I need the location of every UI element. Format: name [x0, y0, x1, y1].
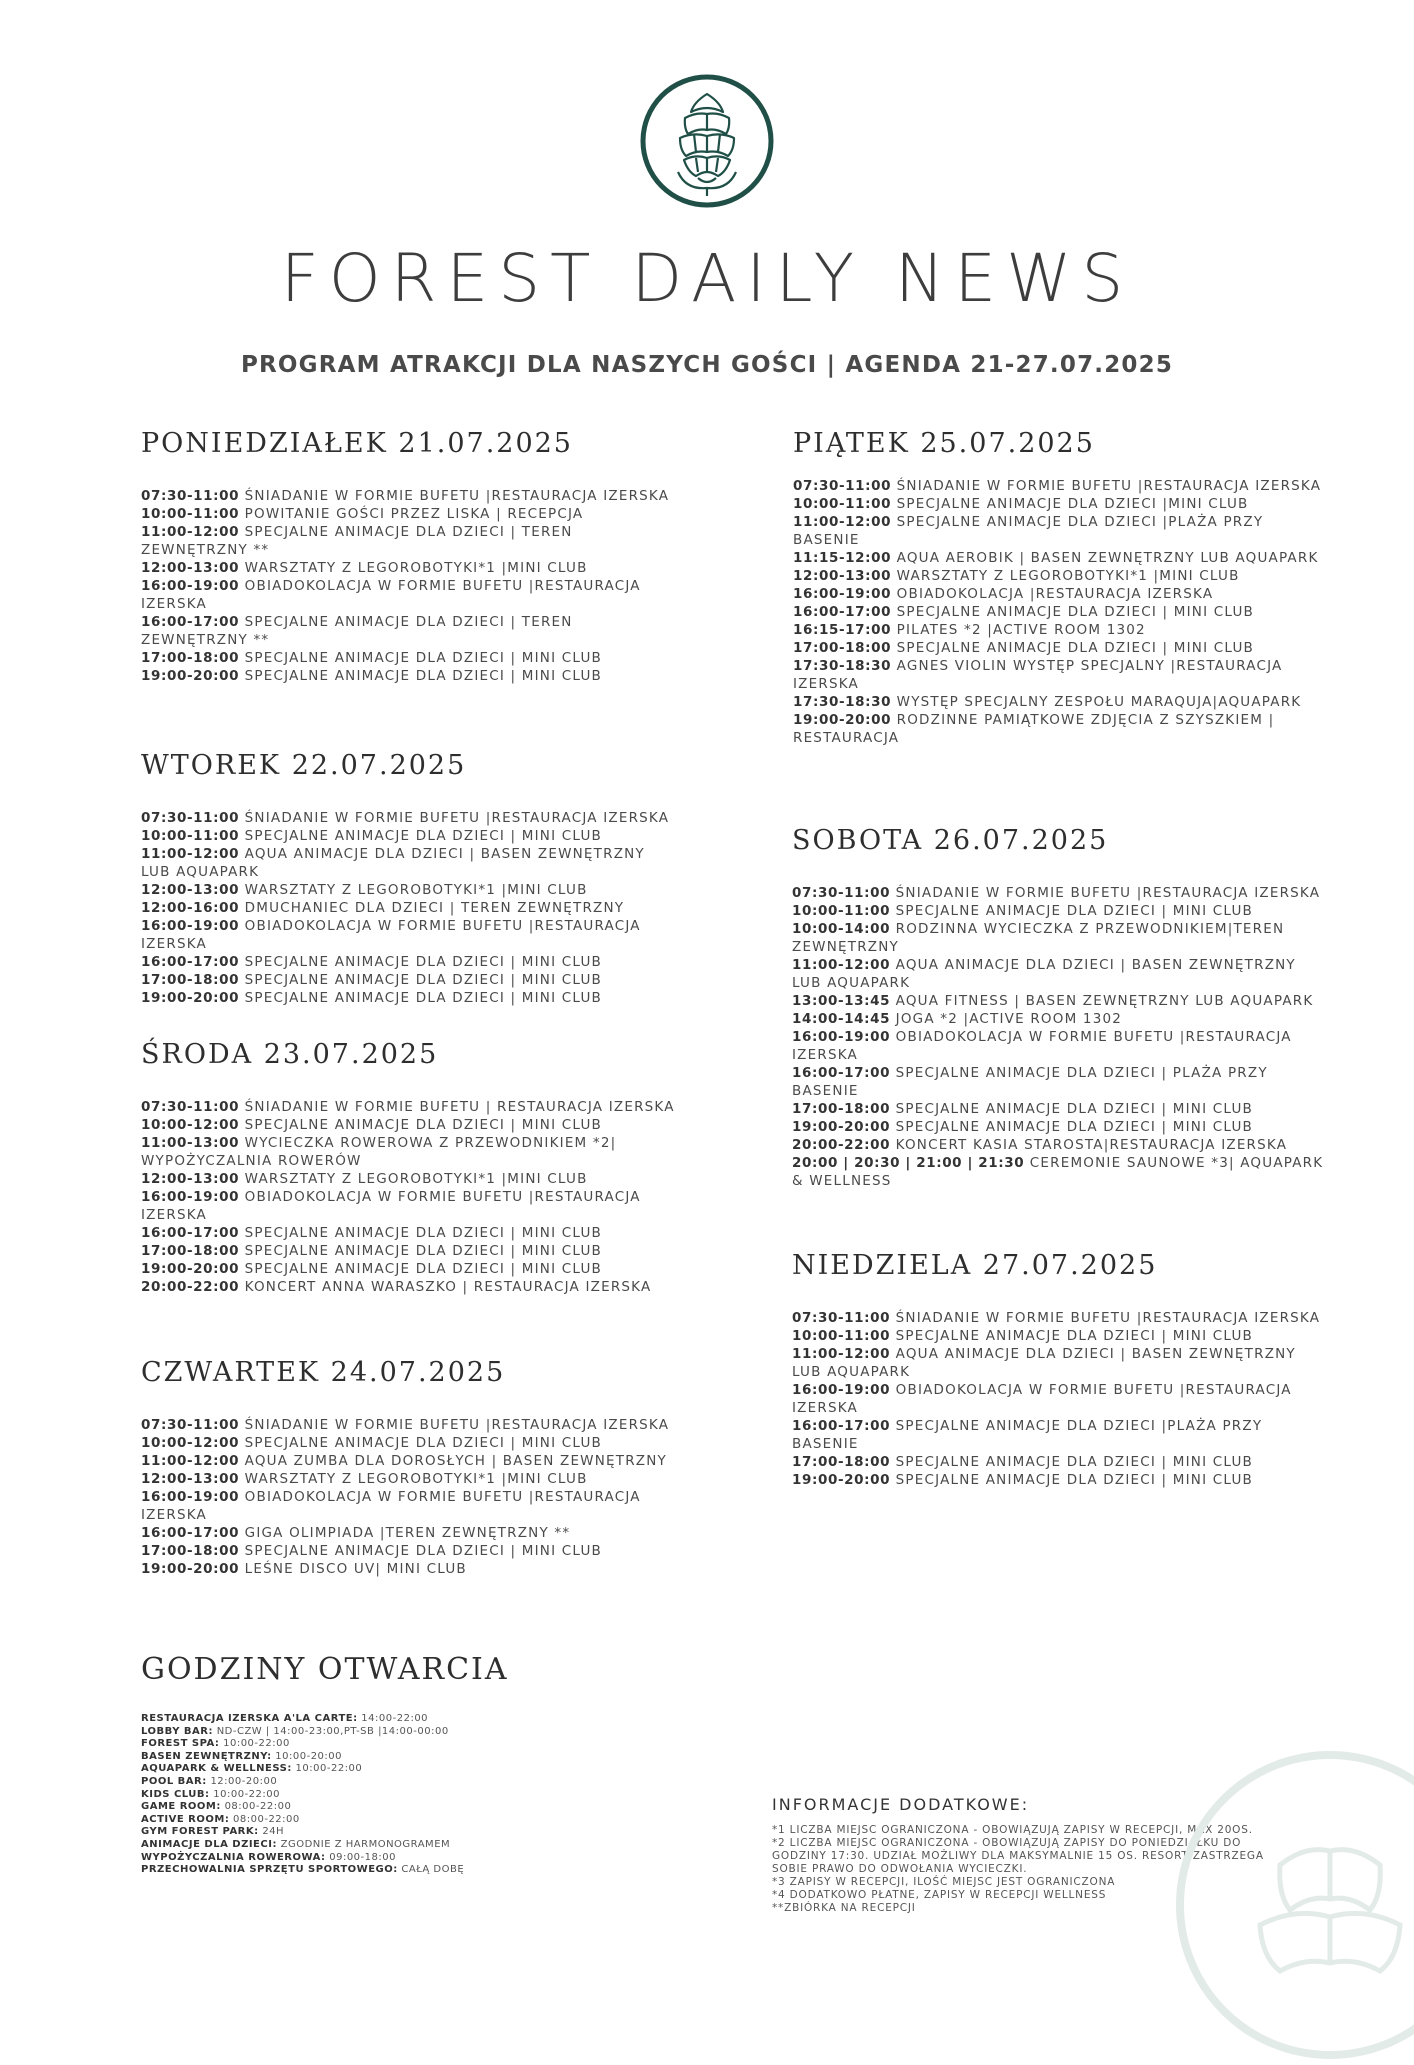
event-item [141, 505, 676, 523]
event-item [141, 523, 676, 559]
event-description: WARSZTATY Z LEGOROBOTYKI*1 |MINI CLUB [244, 1171, 588, 1187]
event-item [141, 1242, 676, 1260]
event-item [141, 1188, 676, 1224]
event-item [792, 956, 1327, 992]
event-item [141, 1224, 676, 1242]
event-time: 20:00-22:00 [141, 1279, 240, 1295]
event-item [792, 1453, 1327, 1471]
event-description: SPECJALNE ANIMACJE DLA DZIECI | MINI CLUB [895, 1119, 1253, 1135]
event-description: SPECJALNE ANIMACJE DLA DZIECI | MINI CLUB [244, 1117, 602, 1133]
opening-hours-label: LOBBY BAR: [141, 1725, 213, 1737]
event-time: 17:00-18:00 [792, 1101, 891, 1117]
event-time: 19:00-20:00 [141, 1261, 240, 1277]
event-item [792, 902, 1327, 920]
opening-hours-value: 08:00-22:00 [224, 1801, 292, 1813]
event-item [141, 953, 676, 971]
footnote: *4 DODATKOWO PŁATNE, ZAPISY W RECEPCJI WELLNESS [772, 1889, 1107, 1901]
event-item [793, 513, 1328, 549]
event-time: 17:30-18:30 [793, 694, 892, 710]
event-item [792, 1345, 1327, 1381]
event-item [141, 989, 676, 1007]
event-time: 12:00-13:00 [141, 1471, 240, 1487]
event-description: SPECJALNE ANIMACJE DLA DZIECI |PLAŻA PRZY BASENIE [792, 1418, 1263, 1452]
event-item [141, 881, 676, 899]
event-item [141, 649, 676, 667]
event-time: 11:00-12:00 [141, 524, 240, 540]
event-item [792, 1471, 1327, 1489]
event-description: AQUA AEROBIK | BASEN ZEWNĘTRZNY LUB AQUAPARK [896, 550, 1319, 566]
event-time: 11:00-13:00 [141, 1135, 240, 1151]
event-description: SPECJALNE ANIMACJE DLA DZIECI | TEREN ZEWNĘTRZNY ** [141, 524, 573, 558]
event-item [141, 1452, 676, 1470]
event-item [792, 1118, 1327, 1136]
day-thursday [141, 1357, 676, 1578]
event-time: 17:00-18:00 [141, 1543, 240, 1559]
event-description: OBIADOKOLACJA W FORMIE BUFETU |RESTAURACJA IZERSKA [792, 1382, 1292, 1416]
event-time: 14:00-14:45 [792, 1011, 891, 1027]
event-time: 16:00-19:00 [141, 578, 240, 594]
opening-hours-label: POOL BAR: [141, 1775, 207, 1787]
event-time: 07:30-11:00 [793, 478, 892, 494]
event-description: JOGA *2 |ACTIVE ROOM 1302 [895, 1011, 1123, 1027]
event-time: 11:00-12:00 [141, 1453, 240, 1469]
event-item [141, 899, 676, 917]
event-item [793, 477, 1328, 495]
event-description: AQUA ANIMACJE DLA DZIECI | BASEN ZEWNĘTRZNY LUB AQUAPARK [792, 957, 1296, 991]
event-item [792, 1064, 1327, 1100]
additional-info-title: INFORMACJE DODATKOWE: [772, 1795, 1030, 1814]
event-item [141, 1134, 676, 1170]
event-time: 19:00-20:00 [141, 1561, 240, 1577]
day-title: NIEDZIELA 27.07.2025 [792, 1250, 1158, 1281]
event-item [793, 549, 1328, 567]
event-description: OBIADOKOLACJA |RESTAURACJA IZERSKA [896, 586, 1214, 602]
event-description: SPECJALNE ANIMACJE DLA DZIECI | MINI CLUB [244, 668, 602, 684]
event-time: 16:00-19:00 [141, 918, 240, 934]
day-title: PIĄTEK 25.07.2025 [793, 428, 1095, 459]
event-description: OBIADOKOLACJA W FORMIE BUFETU |RESTAURACJA IZERSKA [141, 1189, 641, 1223]
event-item [141, 1278, 676, 1296]
event-description: SPECJALNE ANIMACJE DLA DZIECI | MINI CLUB [895, 1454, 1253, 1470]
event-time: 12:00-13:00 [141, 1171, 240, 1187]
event-item [792, 992, 1327, 1010]
event-description: SPECJALNE ANIMACJE DLA DZIECI | MINI CLUB [244, 1243, 602, 1259]
event-description: OBIADOKOLACJA W FORMIE BUFETU |RESTAURACJA IZERSKA [141, 1489, 641, 1523]
event-item [141, 971, 676, 989]
event-description: ŚNIADANIE W FORMIE BUFETU |RESTAURACJA IZERSKA [244, 488, 670, 504]
event-description: SPECJALNE ANIMACJE DLA DZIECI | MINI CLUB [896, 604, 1254, 620]
event-description: ŚNIADANIE W FORMIE BUFETU | RESTAURACJA IZERSKA [244, 1099, 675, 1115]
event-description: SPECJALNE ANIMACJE DLA DZIECI | MINI CLUB [244, 1225, 602, 1241]
event-time: 07:30-11:00 [141, 1099, 240, 1115]
day-friday [793, 428, 1328, 747]
event-description: SPECJALNE ANIMACJE DLA DZIECI | MINI CLUB [244, 828, 602, 844]
opening-hours-value: 10:00-20:00 [275, 1750, 343, 1762]
event-item [792, 1010, 1327, 1028]
event-description: RODZINNE PAMIĄTKOWE ZDJĘCIA Z SZYSZKIEM | RESTAURACJA [793, 712, 1275, 746]
event-time: 16:00-19:00 [141, 1189, 240, 1205]
event-item [141, 577, 676, 613]
opening-hours-value: 24H [262, 1826, 285, 1838]
event-time: 16:00-19:00 [792, 1029, 891, 1045]
event-item [141, 845, 676, 881]
event-time: 19:00-20:00 [793, 712, 892, 728]
event-time: 10:00-12:00 [141, 1117, 240, 1133]
event-description: POWITANIE GOŚCI PRZEZ LISKA | RECEPCJA [244, 506, 584, 522]
opening-hours-label: FOREST SPA: [141, 1738, 220, 1750]
event-time: 07:30-11:00 [141, 1417, 240, 1433]
event-item [141, 1260, 676, 1278]
event-time: 19:00-20:00 [141, 990, 240, 1006]
event-list [141, 1416, 676, 1578]
event-time: 16:00-19:00 [141, 1489, 240, 1505]
event-description: SPECJALNE ANIMACJE DLA DZIECI | PLAŻA PRZY BASENIE [792, 1065, 1268, 1099]
event-description: WARSZTATY Z LEGOROBOTYKI*1 |MINI CLUB [244, 882, 588, 898]
event-time: 17:00-18:00 [141, 1243, 240, 1259]
event-time: 12:00-13:00 [141, 560, 240, 576]
event-time: 20:00 | 20:30 | 21:00 | 21:30 [792, 1155, 1025, 1171]
opening-hours-row [141, 1801, 601, 1814]
opening-hours-value: CAŁĄ DOBĘ [401, 1864, 465, 1876]
event-description: SPECJALNE ANIMACJE DLA DZIECI | MINI CLUB [895, 1328, 1253, 1344]
footnote: *3 ZAPISY W RECEPCJI, ILOŚĆ MIEJSC JEST OGRANICZONA [772, 1876, 1116, 1888]
event-description: GIGA OLIMPIADA |TEREN ZEWNĘTRZNY ** [244, 1525, 571, 1541]
event-item [141, 809, 676, 827]
opening-hours-list [141, 1713, 601, 1877]
event-time: 16:00-17:00 [793, 604, 892, 620]
opening-hours-value: 10:00-22:00 [295, 1763, 363, 1775]
event-time: 16:00-19:00 [793, 586, 892, 602]
day-title: ŚRODA 23.07.2025 [141, 1039, 439, 1070]
event-description: AQUA ANIMACJE DLA DZIECI | BASEN ZEWNĘTRZNY LUB AQUAPARK [141, 846, 645, 880]
event-description: RODZINNA WYCIECZKA Z PRZEWODNIKIEM|TEREN ZEWNĘTRZNY [792, 921, 1285, 955]
day-title: WTOREK 22.07.2025 [141, 750, 467, 781]
event-time: 10:00-14:00 [792, 921, 891, 937]
event-item [792, 1028, 1327, 1064]
event-time: 12:00-13:00 [141, 882, 240, 898]
event-time: 16:00-19:00 [792, 1382, 891, 1398]
event-time: 16:00-17:00 [141, 1525, 240, 1541]
opening-hours-value: 14:00-22:00 [361, 1713, 429, 1724]
event-item [793, 603, 1328, 621]
opening-hours-value: ND-CZW | 14:00-23:00,PT-SB |14:00-00:00 [216, 1725, 449, 1737]
event-item [793, 693, 1328, 711]
event-item [793, 585, 1328, 603]
event-item [141, 1488, 676, 1524]
event-time: 07:30-11:00 [141, 488, 240, 504]
day-title: SOBOTA 26.07.2025 [792, 825, 1109, 856]
event-description: SPECJALNE ANIMACJE DLA DZIECI | MINI CLUB [244, 954, 602, 970]
day-monday [141, 428, 676, 685]
event-time: 17:00-18:00 [141, 972, 240, 988]
event-time: 20:00-22:00 [792, 1137, 891, 1153]
footnote: *1 LICZBA MIEJSC OGRANICZONA - OBOWIĄZUJĄ ZAPISY W RECEPCJI, MAX 20OS. [772, 1824, 1253, 1836]
event-time: 11:00-12:00 [141, 846, 240, 862]
opening-hours-value: 10:00-22:00 [223, 1738, 290, 1750]
event-time: 16:00-17:00 [141, 1225, 240, 1241]
event-description: LEŚNE DISCO UV| MINI CLUB [244, 1561, 467, 1577]
event-item [792, 1327, 1327, 1345]
opening-hours-label: ACTIVE ROOM: [141, 1813, 230, 1825]
event-item [793, 657, 1328, 693]
event-description: SPECJALNE ANIMACJE DLA DZIECI | MINI CLUB [895, 1472, 1253, 1488]
event-description: ŚNIADANIE W FORMIE BUFETU |RESTAURACJA IZERSKA [896, 478, 1322, 494]
opening-hours-value: 09:00-18:00 [329, 1851, 396, 1863]
opening-hours-label: PRZECHOWALNIA SPRZĘTU SPORTOWEGO: [141, 1864, 398, 1876]
event-description: WARSZTATY Z LEGOROBOTYKI*1 |MINI CLUB [244, 560, 588, 576]
event-description: ŚNIADANIE W FORMIE BUFETU |RESTAURACJA IZERSKA [895, 885, 1321, 901]
event-item [141, 667, 676, 685]
event-description: SPECJALNE ANIMACJE DLA DZIECI | MINI CLUB [895, 903, 1253, 919]
event-list [792, 884, 1327, 1190]
event-time: 17:30-18:30 [793, 658, 892, 674]
opening-hours-value: 10:00-22:00 [213, 1788, 280, 1800]
opening-hours-value: ZGODNIE Z HARMONOGRAMEM [280, 1838, 451, 1850]
day-title: PONIEDZIAŁEK 21.07.2025 [141, 428, 573, 459]
opening-hours-label: GAME ROOM: [141, 1801, 221, 1813]
event-description: ŚNIADANIE W FORMIE BUFETU |RESTAURACJA IZERSKA [244, 810, 670, 826]
event-description: SPECJALNE ANIMACJE DLA DZIECI | MINI CLUB [244, 1543, 602, 1559]
event-description: AQUA ZUMBA DLA DOROSŁYCH | BASEN ZEWNĘTRZNY [244, 1453, 667, 1469]
event-item [793, 621, 1328, 639]
opening-hours-label: BASEN ZEWNĘTRZNY: [141, 1750, 272, 1762]
event-description: SPECJALNE ANIMACJE DLA DZIECI | MINI CLUB [244, 650, 602, 666]
opening-hours-row [141, 1776, 601, 1789]
event-description: SPECJALNE ANIMACJE DLA DZIECI |MINI CLUB [896, 496, 1249, 512]
opening-hours-row [141, 1839, 601, 1852]
opening-hours-row [141, 1713, 601, 1726]
event-item [141, 1098, 676, 1116]
event-item [793, 567, 1328, 585]
event-time: 10:00-12:00 [141, 1435, 240, 1451]
event-time: 19:00-20:00 [792, 1472, 891, 1488]
day-wednesday [141, 1039, 676, 1296]
event-time: 16:15-17:00 [793, 622, 892, 638]
event-time: 12:00-16:00 [141, 900, 240, 916]
event-item [792, 920, 1327, 956]
opening-hours-label: RESTAURACJA IZERSKA A'LA CARTE: [141, 1713, 358, 1724]
event-time: 19:00-20:00 [792, 1119, 891, 1135]
event-time: 12:00-13:00 [793, 568, 892, 584]
event-description: WYSTĘP SPECJALNY ZESPOŁU MARAQUJA|AQUAPARK [896, 694, 1302, 710]
event-time: 10:00-11:00 [792, 903, 891, 919]
event-description: CEREMONIE SAUNOWE *3| AQUAPARK & WELLNESS [792, 1155, 1324, 1189]
event-item [141, 1434, 676, 1452]
opening-hours-row [141, 1814, 601, 1827]
event-item [141, 1524, 676, 1542]
event-item [141, 1470, 676, 1488]
day-tuesday [141, 750, 676, 1007]
event-item [792, 1309, 1327, 1327]
event-time: 07:30-11:00 [792, 885, 891, 901]
event-description: WYCIECZKA ROWEROWA Z PRZEWODNIKIEM *2| WYPOŻYCZALNIA ROWERÓW [141, 1135, 617, 1169]
event-description: SPECJALNE ANIMACJE DLA DZIECI | MINI CLUB [895, 1101, 1253, 1117]
event-item [141, 487, 676, 505]
event-item [793, 711, 1328, 747]
event-item [792, 1136, 1327, 1154]
event-item [793, 639, 1328, 657]
event-item [141, 1416, 676, 1434]
event-item [141, 827, 676, 845]
event-item [792, 1100, 1327, 1118]
event-item [141, 1542, 676, 1560]
event-description: SPECJALNE ANIMACJE DLA DZIECI | MINI CLUB [244, 990, 602, 1006]
event-description: AQUA ANIMACJE DLA DZIECI | BASEN ZEWNĘTRZNY LUB AQUAPARK [792, 1346, 1296, 1380]
event-description: KONCERT KASIA STAROSTA|RESTAURACJA IZERSKA [895, 1137, 1288, 1153]
event-item [792, 884, 1327, 902]
event-time: 19:00-20:00 [141, 668, 240, 684]
event-description: DMUCHANIEC DLA DZIECI | TEREN ZEWNĘTRZNY [244, 900, 625, 916]
event-time: 11:00-12:00 [792, 957, 891, 973]
opening-hours-row [141, 1738, 601, 1751]
event-description: AQUA FITNESS | BASEN ZEWNĘTRZNY LUB AQUAPARK [895, 993, 1314, 1009]
event-time: 17:00-18:00 [793, 640, 892, 656]
event-list [792, 1309, 1327, 1489]
event-description: SPECJALNE ANIMACJE DLA DZIECI | TEREN ZEWNĘTRZNY ** [141, 614, 573, 648]
event-time: 11:15-12:00 [793, 550, 892, 566]
event-item [141, 1170, 676, 1188]
event-time: 13:00-13:45 [792, 993, 891, 1009]
event-description: SPECJALNE ANIMACJE DLA DZIECI | MINI CLUB [896, 640, 1254, 656]
opening-hours-value: 08:00-22:00 [233, 1813, 300, 1825]
opening-hours-row [141, 1751, 601, 1764]
event-time: 17:00-18:00 [792, 1454, 891, 1470]
event-description: PILATES *2 |ACTIVE ROOM 1302 [896, 622, 1146, 638]
event-description: OBIADOKOLACJA W FORMIE BUFETU |RESTAURACJA IZERSKA [141, 578, 641, 612]
event-time: 10:00-11:00 [141, 828, 240, 844]
event-time: 11:00-12:00 [793, 514, 892, 530]
event-time: 16:00-17:00 [792, 1418, 891, 1434]
event-description: ŚNIADANIE W FORMIE BUFETU |RESTAURACJA IZERSKA [895, 1310, 1321, 1326]
event-time: 17:00-18:00 [141, 650, 240, 666]
opening-hours-row [141, 1864, 601, 1877]
event-description: SPECJALNE ANIMACJE DLA DZIECI | MINI CLUB [244, 1261, 602, 1277]
event-list [141, 1098, 676, 1296]
event-list [793, 477, 1328, 747]
event-item [141, 1116, 676, 1134]
pinecone-icon [638, 72, 776, 210]
day-sunday [792, 1250, 1327, 1489]
event-description: SPECJALNE ANIMACJE DLA DZIECI | MINI CLUB [244, 1435, 602, 1451]
opening-hours-label: AQUAPARK & WELLNESS: [141, 1763, 292, 1775]
event-description: SPECJALNE ANIMACJE DLA DZIECI | MINI CLUB [244, 972, 602, 988]
opening-hours-label: GYM FOREST PARK: [141, 1826, 259, 1838]
footnote: *2 LICZBA MIEJSC OGRANICZONA - OBOWIĄZUJĄ ZAPISY DO PONIEDZIAŁKU DO GODZINY 17:30. UDZIAŁ MOŻLIWY DLA MAKSYMALNIE 15 OS. RESORT ZASTRZEGA SOBIE PRAWO DO ODWOŁANIA WYCIECZKI. [772, 1837, 1264, 1875]
event-time: 07:30-11:00 [792, 1310, 891, 1326]
event-time: 10:00-11:00 [793, 496, 892, 512]
event-description: WARSZTATY Z LEGOROBOTYKI*1 |MINI CLUB [244, 1471, 588, 1487]
opening-hours-row [141, 1726, 601, 1739]
event-item [141, 559, 676, 577]
opening-hours-label: KIDS CLUB: [141, 1788, 210, 1800]
event-time: 16:00-17:00 [792, 1065, 891, 1081]
event-description: WARSZTATY Z LEGOROBOTYKI*1 |MINI CLUB [896, 568, 1240, 584]
event-list [141, 809, 676, 1007]
event-description: KONCERT ANNA WARASZKO | RESTAURACJA IZERSKA [244, 1279, 652, 1295]
event-item [141, 1560, 676, 1578]
event-item [141, 613, 676, 649]
day-saturday [792, 825, 1327, 1190]
event-item [792, 1154, 1327, 1190]
footnote: **ZBIÓRKA NA RECEPCJI [772, 1902, 916, 1914]
pinecone-watermark-icon [1170, 1745, 1414, 2065]
event-description: SPECJALNE ANIMACJE DLA DZIECI |PLAŻA PRZY BASENIE [793, 514, 1264, 548]
event-item [141, 917, 676, 953]
opening-hours-label: ANIMACJE DLA DZIECI: [141, 1838, 277, 1850]
event-time: 07:30-11:00 [141, 810, 240, 826]
event-time: 10:00-11:00 [792, 1328, 891, 1344]
event-time: 10:00-11:00 [141, 506, 240, 522]
opening-hours-row [141, 1826, 601, 1839]
opening-hours-label: WYPOŻYCZALNIA ROWEROWA: [141, 1851, 326, 1863]
event-item [793, 495, 1328, 513]
event-description: ŚNIADANIE W FORMIE BUFETU |RESTAURACJA IZERSKA [244, 1417, 670, 1433]
page-title: FOREST DAILY NEWS [280, 240, 1134, 317]
event-time: 16:00-17:00 [141, 614, 240, 630]
opening-hours-value: 12:00-20:00 [210, 1775, 278, 1787]
event-time: 11:00-12:00 [792, 1346, 891, 1362]
event-description: AGNES VIOLIN WYSTĘP SPECJALNY |RESTAURACJA IZERSKA [793, 658, 1283, 692]
event-description: OBIADOKOLACJA W FORMIE BUFETU |RESTAURACJA IZERSKA [792, 1029, 1292, 1063]
day-title: CZWARTEK 24.07.2025 [141, 1357, 506, 1388]
page-subtitle: PROGRAM ATRAKCJI DLA NASZYCH GOŚCI | AGENDA 21-27.07.2025 [240, 352, 1174, 378]
event-item [792, 1417, 1327, 1453]
event-time: 16:00-17:00 [141, 954, 240, 970]
opening-hours-row [141, 1763, 601, 1776]
opening-hours-row [141, 1789, 601, 1802]
opening-hours-row [141, 1852, 601, 1865]
opening-hours-title: GODZINY OTWARCIA [141, 1652, 509, 1687]
event-description: OBIADOKOLACJA W FORMIE BUFETU |RESTAURACJA IZERSKA [141, 918, 641, 952]
event-item [792, 1381, 1327, 1417]
event-list [141, 487, 676, 685]
